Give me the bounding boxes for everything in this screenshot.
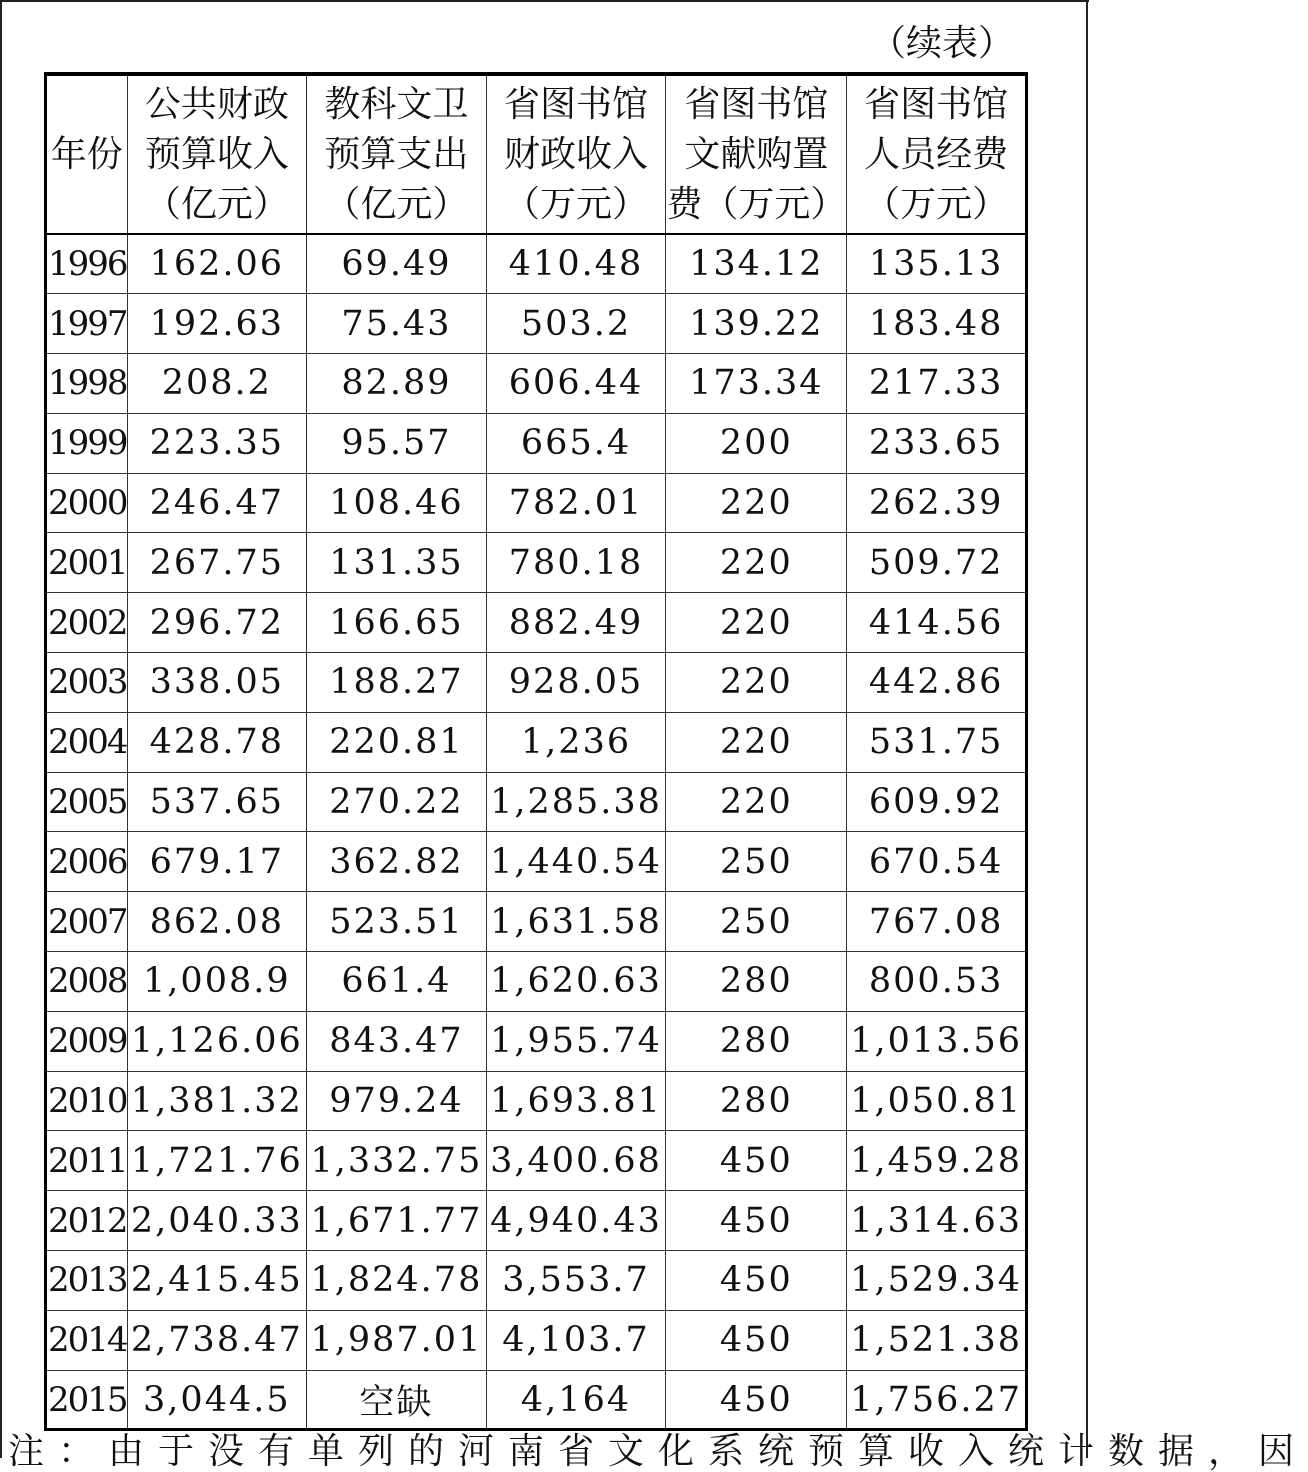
value-cell: 450 (666, 1191, 847, 1251)
value-cell: 523.51 (307, 892, 487, 952)
value-cell: 450 (666, 1370, 847, 1430)
value-cell: 3,553.7 (486, 1251, 666, 1311)
year-cell: 1999 (46, 413, 128, 473)
table-row (46, 653, 1027, 713)
value-cell: 1,620.63 (486, 952, 666, 1012)
value-cell: 1,013.56 (847, 1011, 1027, 1071)
value-cell: 606.44 (486, 354, 666, 414)
column-header (46, 74, 128, 234)
value-cell: 166.65 (307, 593, 487, 653)
value-cell: 843.47 (307, 1011, 487, 1071)
year-cell: 2011 (46, 1131, 128, 1191)
table-row (46, 1011, 1027, 1071)
value-cell: 362.82 (307, 832, 487, 892)
value-cell: 679.17 (127, 832, 307, 892)
value-cell: 82.89 (307, 354, 487, 414)
value-cell: 780.18 (486, 533, 666, 593)
value-cell: 1,987.01 (307, 1310, 487, 1370)
table-row (46, 772, 1027, 832)
value-cell: 1,314.63 (847, 1191, 1027, 1251)
value-cell: 1,332.75 (307, 1131, 487, 1191)
value-cell: 220 (666, 653, 847, 713)
value-cell: 280 (666, 1011, 847, 1071)
table-row (46, 1071, 1027, 1131)
year-cell: 1998 (46, 354, 128, 414)
column-header-line: 人员经费 (864, 133, 1009, 175)
column-header (666, 74, 847, 234)
value-cell: 188.27 (307, 653, 487, 713)
value-cell: 69.49 (307, 234, 487, 294)
value-cell: 410.48 (486, 234, 666, 294)
year-cell: 2001 (46, 533, 128, 593)
column-header-line: 公共财政 (144, 83, 289, 125)
column-header-line: 省图书馆 (504, 83, 649, 125)
table-row (46, 593, 1027, 653)
year-cell: 2015 (46, 1370, 128, 1430)
table-row (46, 712, 1027, 772)
value-cell: 800.53 (847, 952, 1027, 1012)
table-note: 注：由于没有单列的河南省文化系统预算收入统计数据，因 (8, 1431, 1308, 1472)
table-row (46, 1191, 1027, 1251)
value-cell: 414.56 (847, 593, 1027, 653)
table-header (46, 74, 1027, 234)
value-cell: 217.33 (847, 354, 1027, 414)
value-cell: 108.46 (307, 473, 487, 533)
value-cell: 220 (666, 473, 847, 533)
column-header-line: （亿元） (324, 183, 469, 225)
page-frame-right (1086, 0, 1088, 1458)
year-cell: 2003 (46, 653, 128, 713)
table-row (46, 952, 1027, 1012)
value-cell: 1,236 (486, 712, 666, 772)
value-cell: 782.01 (486, 473, 666, 533)
value-cell: 2,738.47 (127, 1310, 307, 1370)
table-row (46, 354, 1027, 414)
value-cell: 503.2 (486, 294, 666, 354)
value-cell: 95.57 (307, 413, 487, 473)
year-cell: 2010 (46, 1071, 128, 1131)
value-cell: 192.63 (127, 294, 307, 354)
value-cell: 2,040.33 (127, 1191, 307, 1251)
value-cell: 1,381.32 (127, 1071, 307, 1131)
year-cell: 2014 (46, 1310, 128, 1370)
value-cell: 670.54 (847, 832, 1027, 892)
column-header-line: 省图书馆 (864, 83, 1009, 125)
year-cell: 2005 (46, 772, 128, 832)
value-cell: 270.22 (307, 772, 487, 832)
value-cell: 1,671.77 (307, 1191, 487, 1251)
table-row (46, 473, 1027, 533)
year-cell: 2012 (46, 1191, 128, 1251)
value-cell: 267.75 (127, 533, 307, 593)
column-header-line: 文献购置 (684, 133, 829, 175)
table-body (46, 234, 1027, 1430)
year-cell: 2009 (46, 1011, 128, 1071)
value-cell: 280 (666, 952, 847, 1012)
value-cell: 609.92 (847, 772, 1027, 832)
table-row (46, 1251, 1027, 1311)
year-cell: 2002 (46, 593, 128, 653)
value-cell: 862.08 (127, 892, 307, 952)
table-row (46, 1370, 1027, 1430)
value-cell: 200 (666, 413, 847, 473)
column-header-line: 教科文卫 (324, 83, 469, 125)
value-cell: 246.47 (127, 473, 307, 533)
value-cell: 1,721.76 (127, 1131, 307, 1191)
value-cell: 1,521.38 (847, 1310, 1027, 1370)
column-header-line: （万元） (864, 183, 1009, 225)
column-header-line: 预算收入 (144, 133, 289, 175)
table-row (46, 1131, 1027, 1191)
value-cell: 162.06 (127, 234, 307, 294)
value-cell: 296.72 (127, 593, 307, 653)
column-header (307, 74, 487, 234)
column-header (847, 74, 1027, 234)
table-row (46, 892, 1027, 952)
value-cell: 1,955.74 (486, 1011, 666, 1071)
page-frame-left (0, 0, 2, 1458)
table-row (46, 234, 1027, 294)
value-cell: 135.13 (847, 234, 1027, 294)
year-cell: 1996 (46, 234, 128, 294)
value-cell: 665.4 (486, 413, 666, 473)
column-header-line: 年份 (50, 133, 123, 175)
value-cell: 979.24 (307, 1071, 487, 1131)
table-row (46, 533, 1027, 593)
value-cell: 1,440.54 (486, 832, 666, 892)
value-cell: 3,044.5 (127, 1370, 307, 1430)
column-header-line: （万元） (504, 183, 649, 225)
value-cell: 450 (666, 1131, 847, 1191)
value-cell: 220 (666, 593, 847, 653)
value-cell: 3,400.68 (486, 1131, 666, 1191)
value-cell: 208.2 (127, 354, 307, 414)
year-cell: 2013 (46, 1251, 128, 1311)
year-cell: 2008 (46, 952, 128, 1012)
value-cell: 280 (666, 1071, 847, 1131)
value-cell: 338.05 (127, 653, 307, 713)
value-cell: 1,126.06 (127, 1011, 307, 1071)
value-cell: 250 (666, 832, 847, 892)
column-header-line: 财政收入 (504, 133, 649, 175)
value-cell: 882.49 (486, 593, 666, 653)
page-frame-top (0, 0, 1089, 2)
value-cell: 531.75 (847, 712, 1027, 772)
value-cell: 2,415.45 (127, 1251, 307, 1311)
value-cell: 509.72 (847, 533, 1027, 593)
value-cell: 450 (666, 1251, 847, 1311)
value-cell: 233.65 (847, 413, 1027, 473)
value-cell: 空缺 (307, 1370, 487, 1430)
value-cell: 75.43 (307, 294, 487, 354)
value-cell: 4,940.43 (486, 1191, 666, 1251)
value-cell: 1,285.38 (486, 772, 666, 832)
value-cell: 4,103.7 (486, 1310, 666, 1370)
header-row (46, 74, 1027, 234)
year-cell: 2004 (46, 712, 128, 772)
table-row (46, 832, 1027, 892)
value-cell: 220 (666, 712, 847, 772)
column-header (127, 74, 307, 234)
value-cell: 450 (666, 1310, 847, 1370)
value-cell: 661.4 (307, 952, 487, 1012)
value-cell: 4,164 (486, 1370, 666, 1430)
value-cell: 183.48 (847, 294, 1027, 354)
value-cell: 1,529.34 (847, 1251, 1027, 1311)
year-cell: 2006 (46, 832, 128, 892)
value-cell: 1,008.9 (127, 952, 307, 1012)
value-cell: 1,756.27 (847, 1370, 1027, 1430)
value-cell: 428.78 (127, 712, 307, 772)
year-cell: 1997 (46, 294, 128, 354)
value-cell: 1,693.81 (486, 1071, 666, 1131)
value-cell: 220 (666, 533, 847, 593)
table-row (46, 1310, 1027, 1370)
year-cell: 2007 (46, 892, 128, 952)
budget-table (44, 72, 1028, 1431)
column-header-line: 费（万元） (666, 183, 847, 225)
year-cell: 2000 (46, 473, 128, 533)
value-cell: 139.22 (666, 294, 847, 354)
value-cell: 928.05 (486, 653, 666, 713)
value-cell: 262.39 (847, 473, 1027, 533)
value-cell: 173.34 (666, 354, 847, 414)
table-row (46, 413, 1027, 473)
value-cell: 131.35 (307, 533, 487, 593)
table-row (46, 294, 1027, 354)
value-cell: 442.86 (847, 653, 1027, 713)
value-cell: 537.65 (127, 772, 307, 832)
value-cell: 767.08 (847, 892, 1027, 952)
column-header-line: 省图书馆 (684, 83, 829, 125)
value-cell: 1,050.81 (847, 1071, 1027, 1131)
value-cell: 1,824.78 (307, 1251, 487, 1311)
value-cell: 250 (666, 892, 847, 952)
column-header-line: （亿元） (144, 183, 289, 225)
value-cell: 223.35 (127, 413, 307, 473)
value-cell: 1,459.28 (847, 1131, 1027, 1191)
continued-table-label: （续表） (870, 23, 1015, 64)
column-header-line: 预算支出 (324, 133, 469, 175)
value-cell: 1,631.58 (486, 892, 666, 952)
value-cell: 220.81 (307, 712, 487, 772)
value-cell: 134.12 (666, 234, 847, 294)
column-header (486, 74, 666, 234)
value-cell: 220 (666, 772, 847, 832)
